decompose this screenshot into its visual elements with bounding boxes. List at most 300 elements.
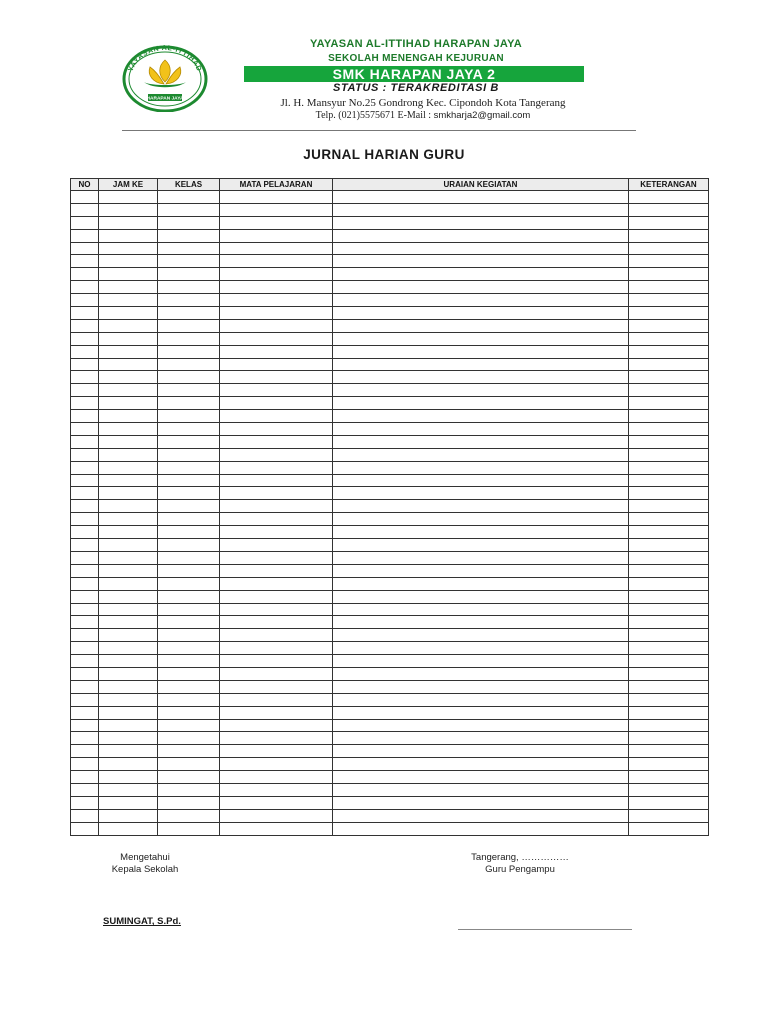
table-cell[interactable]: [220, 526, 333, 539]
table-cell[interactable]: [220, 564, 333, 577]
table-cell[interactable]: [220, 551, 333, 564]
table-cell[interactable]: [158, 358, 220, 371]
table-cell[interactable]: [71, 358, 99, 371]
table-cell[interactable]: [71, 307, 99, 320]
table-cell[interactable]: [333, 423, 629, 436]
table-cell[interactable]: [333, 822, 629, 835]
table-cell[interactable]: [158, 616, 220, 629]
table-cell[interactable]: [71, 732, 99, 745]
table-cell[interactable]: [158, 319, 220, 332]
table-cell[interactable]: [71, 229, 99, 242]
table-cell[interactable]: [333, 242, 629, 255]
table-cell[interactable]: [333, 706, 629, 719]
table-cell[interactable]: [220, 732, 333, 745]
table-cell[interactable]: [333, 474, 629, 487]
table-cell[interactable]: [99, 629, 158, 642]
table-cell[interactable]: [99, 410, 158, 423]
table-cell[interactable]: [629, 771, 709, 784]
table-cell[interactable]: [220, 294, 333, 307]
table-cell[interactable]: [220, 229, 333, 242]
table-cell[interactable]: [99, 268, 158, 281]
table-cell[interactable]: [629, 500, 709, 513]
table-cell[interactable]: [220, 319, 333, 332]
table-cell[interactable]: [220, 371, 333, 384]
table-cell[interactable]: [158, 655, 220, 668]
table-cell[interactable]: [220, 268, 333, 281]
table-cell[interactable]: [333, 307, 629, 320]
table-cell[interactable]: [71, 655, 99, 668]
table-cell[interactable]: [158, 474, 220, 487]
table-cell[interactable]: [220, 500, 333, 513]
table-cell[interactable]: [158, 500, 220, 513]
table-cell[interactable]: [71, 771, 99, 784]
table-cell[interactable]: [333, 487, 629, 500]
table-cell[interactable]: [333, 191, 629, 204]
table-cell[interactable]: [158, 577, 220, 590]
table-cell[interactable]: [333, 809, 629, 822]
table-cell[interactable]: [71, 332, 99, 345]
table-cell[interactable]: [629, 719, 709, 732]
table-cell[interactable]: [629, 435, 709, 448]
table-cell[interactable]: [333, 526, 629, 539]
table-cell[interactable]: [158, 758, 220, 771]
table-cell[interactable]: [71, 281, 99, 294]
table-cell[interactable]: [629, 629, 709, 642]
table-cell[interactable]: [99, 758, 158, 771]
table-cell[interactable]: [99, 448, 158, 461]
table-cell[interactable]: [99, 229, 158, 242]
table-cell[interactable]: [158, 564, 220, 577]
table-cell[interactable]: [220, 435, 333, 448]
table-cell[interactable]: [220, 191, 333, 204]
table-cell[interactable]: [158, 796, 220, 809]
table-cell[interactable]: [71, 294, 99, 307]
table-cell[interactable]: [220, 667, 333, 680]
table-cell[interactable]: [71, 680, 99, 693]
table-cell[interactable]: [220, 384, 333, 397]
table-cell[interactable]: [99, 577, 158, 590]
table-cell[interactable]: [158, 680, 220, 693]
table-cell[interactable]: [99, 603, 158, 616]
table-cell[interactable]: [629, 203, 709, 216]
table-cell[interactable]: [158, 384, 220, 397]
table-cell[interactable]: [629, 809, 709, 822]
table-cell[interactable]: [333, 513, 629, 526]
table-cell[interactable]: [99, 719, 158, 732]
table-cell[interactable]: [220, 758, 333, 771]
table-cell[interactable]: [99, 745, 158, 758]
table-cell[interactable]: [99, 680, 158, 693]
table-cell[interactable]: [158, 242, 220, 255]
table-cell[interactable]: [220, 539, 333, 552]
table-cell[interactable]: [71, 642, 99, 655]
table-cell[interactable]: [220, 603, 333, 616]
table-cell[interactable]: [158, 551, 220, 564]
table-cell[interactable]: [158, 719, 220, 732]
table-cell[interactable]: [629, 577, 709, 590]
table-cell[interactable]: [333, 551, 629, 564]
table-cell[interactable]: [629, 397, 709, 410]
table-cell[interactable]: [220, 745, 333, 758]
table-cell[interactable]: [220, 255, 333, 268]
table-cell[interactable]: [629, 706, 709, 719]
table-cell[interactable]: [333, 745, 629, 758]
table-cell[interactable]: [220, 783, 333, 796]
table-cell[interactable]: [333, 539, 629, 552]
table-cell[interactable]: [99, 551, 158, 564]
table-cell[interactable]: [158, 255, 220, 268]
table-cell[interactable]: [333, 397, 629, 410]
table-cell[interactable]: [220, 448, 333, 461]
table-cell[interactable]: [71, 693, 99, 706]
table-cell[interactable]: [333, 500, 629, 513]
table-cell[interactable]: [333, 294, 629, 307]
table-cell[interactable]: [333, 461, 629, 474]
table-cell[interactable]: [629, 319, 709, 332]
table-cell[interactable]: [71, 758, 99, 771]
table-cell[interactable]: [71, 423, 99, 436]
table-cell[interactable]: [220, 487, 333, 500]
table-cell[interactable]: [333, 371, 629, 384]
table-cell[interactable]: [158, 642, 220, 655]
table-cell[interactable]: [220, 461, 333, 474]
table-cell[interactable]: [629, 667, 709, 680]
table-cell[interactable]: [71, 371, 99, 384]
table-cell[interactable]: [333, 693, 629, 706]
table-cell[interactable]: [158, 371, 220, 384]
table-cell[interactable]: [333, 345, 629, 358]
table-cell[interactable]: [629, 551, 709, 564]
table-cell[interactable]: [629, 616, 709, 629]
table-cell[interactable]: [158, 745, 220, 758]
table-cell[interactable]: [99, 539, 158, 552]
table-cell[interactable]: [158, 590, 220, 603]
table-cell[interactable]: [158, 732, 220, 745]
table-cell[interactable]: [158, 294, 220, 307]
table-cell[interactable]: [333, 577, 629, 590]
table-cell[interactable]: [333, 783, 629, 796]
table-cell[interactable]: [158, 667, 220, 680]
table-cell[interactable]: [333, 719, 629, 732]
table-cell[interactable]: [220, 410, 333, 423]
table-cell[interactable]: [158, 783, 220, 796]
table-cell[interactable]: [71, 513, 99, 526]
table-cell[interactable]: [99, 732, 158, 745]
table-cell[interactable]: [158, 461, 220, 474]
table-cell[interactable]: [99, 255, 158, 268]
table-cell[interactable]: [629, 603, 709, 616]
table-cell[interactable]: [629, 294, 709, 307]
table-cell[interactable]: [71, 216, 99, 229]
table-cell[interactable]: [71, 603, 99, 616]
table-cell[interactable]: [629, 513, 709, 526]
table-cell[interactable]: [333, 319, 629, 332]
table-cell[interactable]: [333, 758, 629, 771]
table-cell[interactable]: [99, 319, 158, 332]
table-cell[interactable]: [99, 706, 158, 719]
table-cell[interactable]: [629, 448, 709, 461]
table-cell[interactable]: [220, 332, 333, 345]
table-cell[interactable]: [220, 242, 333, 255]
table-cell[interactable]: [333, 629, 629, 642]
table-cell[interactable]: [629, 758, 709, 771]
table-cell[interactable]: [333, 448, 629, 461]
table-cell[interactable]: [333, 410, 629, 423]
table-cell[interactable]: [99, 809, 158, 822]
table-cell[interactable]: [99, 513, 158, 526]
table-cell[interactable]: [220, 216, 333, 229]
table-cell[interactable]: [71, 435, 99, 448]
table-cell[interactable]: [71, 461, 99, 474]
table-cell[interactable]: [333, 655, 629, 668]
table-cell[interactable]: [158, 191, 220, 204]
table-cell[interactable]: [158, 281, 220, 294]
table-cell[interactable]: [333, 796, 629, 809]
table-cell[interactable]: [71, 268, 99, 281]
table-cell[interactable]: [220, 423, 333, 436]
table-cell[interactable]: [71, 487, 99, 500]
table-cell[interactable]: [99, 216, 158, 229]
table-cell[interactable]: [158, 513, 220, 526]
table-cell[interactable]: [333, 590, 629, 603]
table-cell[interactable]: [333, 435, 629, 448]
table-cell[interactable]: [71, 577, 99, 590]
table-cell[interactable]: [629, 642, 709, 655]
table-cell[interactable]: [71, 783, 99, 796]
table-cell[interactable]: [71, 667, 99, 680]
table-cell[interactable]: [629, 526, 709, 539]
table-cell[interactable]: [71, 539, 99, 552]
table-cell[interactable]: [158, 435, 220, 448]
table-cell[interactable]: [71, 809, 99, 822]
table-cell[interactable]: [71, 706, 99, 719]
table-cell[interactable]: [333, 616, 629, 629]
table-cell[interactable]: [71, 255, 99, 268]
table-cell[interactable]: [99, 822, 158, 835]
table-cell[interactable]: [99, 371, 158, 384]
table-cell[interactable]: [158, 706, 220, 719]
table-cell[interactable]: [99, 307, 158, 320]
table-cell[interactable]: [99, 783, 158, 796]
table-cell[interactable]: [71, 448, 99, 461]
table-cell[interactable]: [71, 796, 99, 809]
table-cell[interactable]: [71, 384, 99, 397]
table-cell[interactable]: [71, 551, 99, 564]
table-cell[interactable]: [629, 281, 709, 294]
table-cell[interactable]: [99, 771, 158, 784]
table-cell[interactable]: [99, 203, 158, 216]
table-cell[interactable]: [158, 487, 220, 500]
table-cell[interactable]: [71, 242, 99, 255]
table-cell[interactable]: [333, 229, 629, 242]
table-cell[interactable]: [333, 203, 629, 216]
table-cell[interactable]: [333, 642, 629, 655]
table-cell[interactable]: [99, 642, 158, 655]
table-cell[interactable]: [629, 539, 709, 552]
table-cell[interactable]: [71, 191, 99, 204]
table-cell[interactable]: [71, 397, 99, 410]
table-cell[interactable]: [158, 307, 220, 320]
table-cell[interactable]: [99, 423, 158, 436]
table-cell[interactable]: [629, 332, 709, 345]
table-cell[interactable]: [220, 345, 333, 358]
table-cell[interactable]: [333, 332, 629, 345]
table-cell[interactable]: [71, 319, 99, 332]
table-cell[interactable]: [99, 564, 158, 577]
table-cell[interactable]: [99, 693, 158, 706]
table-cell[interactable]: [99, 667, 158, 680]
table-cell[interactable]: [629, 461, 709, 474]
table-cell[interactable]: [629, 693, 709, 706]
table-cell[interactable]: [220, 822, 333, 835]
table-cell[interactable]: [158, 216, 220, 229]
table-cell[interactable]: [220, 474, 333, 487]
table-cell[interactable]: [99, 461, 158, 474]
table-cell[interactable]: [71, 745, 99, 758]
table-cell[interactable]: [158, 397, 220, 410]
table-cell[interactable]: [99, 616, 158, 629]
table-cell[interactable]: [629, 229, 709, 242]
table-cell[interactable]: [158, 603, 220, 616]
table-cell[interactable]: [220, 706, 333, 719]
table-cell[interactable]: [158, 332, 220, 345]
table-cell[interactable]: [629, 796, 709, 809]
table-cell[interactable]: [220, 771, 333, 784]
table-cell[interactable]: [220, 796, 333, 809]
table-cell[interactable]: [629, 371, 709, 384]
table-cell[interactable]: [158, 771, 220, 784]
table-cell[interactable]: [220, 281, 333, 294]
table-cell[interactable]: [220, 358, 333, 371]
table-cell[interactable]: [99, 294, 158, 307]
table-cell[interactable]: [629, 822, 709, 835]
table-cell[interactable]: [220, 590, 333, 603]
table-cell[interactable]: [99, 526, 158, 539]
table-cell[interactable]: [333, 732, 629, 745]
table-cell[interactable]: [99, 655, 158, 668]
table-cell[interactable]: [220, 809, 333, 822]
table-cell[interactable]: [629, 410, 709, 423]
table-cell[interactable]: [629, 732, 709, 745]
table-cell[interactable]: [333, 564, 629, 577]
table-cell[interactable]: [629, 255, 709, 268]
table-cell[interactable]: [629, 358, 709, 371]
table-cell[interactable]: [99, 500, 158, 513]
table-cell[interactable]: [333, 216, 629, 229]
table-cell[interactable]: [629, 345, 709, 358]
table-cell[interactable]: [220, 693, 333, 706]
table-cell[interactable]: [158, 423, 220, 436]
table-cell[interactable]: [99, 796, 158, 809]
table-cell[interactable]: [71, 500, 99, 513]
table-cell[interactable]: [99, 474, 158, 487]
table-cell[interactable]: [333, 358, 629, 371]
table-cell[interactable]: [629, 216, 709, 229]
table-cell[interactable]: [220, 719, 333, 732]
table-cell[interactable]: [333, 384, 629, 397]
table-cell[interactable]: [629, 268, 709, 281]
table-cell[interactable]: [71, 590, 99, 603]
table-cell[interactable]: [220, 577, 333, 590]
table-cell[interactable]: [158, 410, 220, 423]
table-cell[interactable]: [629, 783, 709, 796]
table-cell[interactable]: [629, 474, 709, 487]
table-cell[interactable]: [333, 771, 629, 784]
table-cell[interactable]: [629, 564, 709, 577]
table-cell[interactable]: [629, 590, 709, 603]
table-cell[interactable]: [71, 526, 99, 539]
table-cell[interactable]: [71, 564, 99, 577]
table-cell[interactable]: [220, 655, 333, 668]
table-cell[interactable]: [71, 203, 99, 216]
table-cell[interactable]: [99, 590, 158, 603]
table-cell[interactable]: [220, 629, 333, 642]
table-cell[interactable]: [99, 487, 158, 500]
table-cell[interactable]: [333, 281, 629, 294]
table-cell[interactable]: [158, 203, 220, 216]
table-cell[interactable]: [99, 358, 158, 371]
table-cell[interactable]: [220, 513, 333, 526]
table-cell[interactable]: [71, 822, 99, 835]
table-cell[interactable]: [158, 809, 220, 822]
table-cell[interactable]: [629, 680, 709, 693]
table-cell[interactable]: [333, 667, 629, 680]
table-cell[interactable]: [99, 397, 158, 410]
table-cell[interactable]: [220, 397, 333, 410]
table-cell[interactable]: [629, 307, 709, 320]
table-cell[interactable]: [99, 281, 158, 294]
table-cell[interactable]: [158, 822, 220, 835]
table-cell[interactable]: [333, 603, 629, 616]
table-cell[interactable]: [158, 345, 220, 358]
table-cell[interactable]: [333, 680, 629, 693]
table-cell[interactable]: [71, 345, 99, 358]
table-cell[interactable]: [71, 719, 99, 732]
table-cell[interactable]: [99, 332, 158, 345]
table-cell[interactable]: [158, 448, 220, 461]
table-cell[interactable]: [220, 642, 333, 655]
table-cell[interactable]: [158, 229, 220, 242]
table-cell[interactable]: [629, 423, 709, 436]
table-cell[interactable]: [629, 191, 709, 204]
table-cell[interactable]: [71, 616, 99, 629]
table-cell[interactable]: [158, 526, 220, 539]
table-cell[interactable]: [333, 268, 629, 281]
table-cell[interactable]: [629, 487, 709, 500]
table-cell[interactable]: [629, 242, 709, 255]
table-cell[interactable]: [99, 435, 158, 448]
table-cell[interactable]: [220, 307, 333, 320]
table-cell[interactable]: [220, 203, 333, 216]
table-cell[interactable]: [158, 539, 220, 552]
table-cell[interactable]: [99, 384, 158, 397]
table-cell[interactable]: [71, 474, 99, 487]
table-cell[interactable]: [158, 693, 220, 706]
table-cell[interactable]: [99, 242, 158, 255]
table-cell[interactable]: [629, 745, 709, 758]
table-cell[interactable]: [158, 629, 220, 642]
table-cell[interactable]: [220, 616, 333, 629]
table-cell[interactable]: [333, 255, 629, 268]
table-cell[interactable]: [629, 655, 709, 668]
table-cell[interactable]: [220, 680, 333, 693]
table-cell[interactable]: [629, 384, 709, 397]
table-cell[interactable]: [71, 410, 99, 423]
table-cell[interactable]: [71, 629, 99, 642]
table-cell[interactable]: [158, 268, 220, 281]
table-cell[interactable]: [99, 191, 158, 204]
table-cell[interactable]: [99, 345, 158, 358]
